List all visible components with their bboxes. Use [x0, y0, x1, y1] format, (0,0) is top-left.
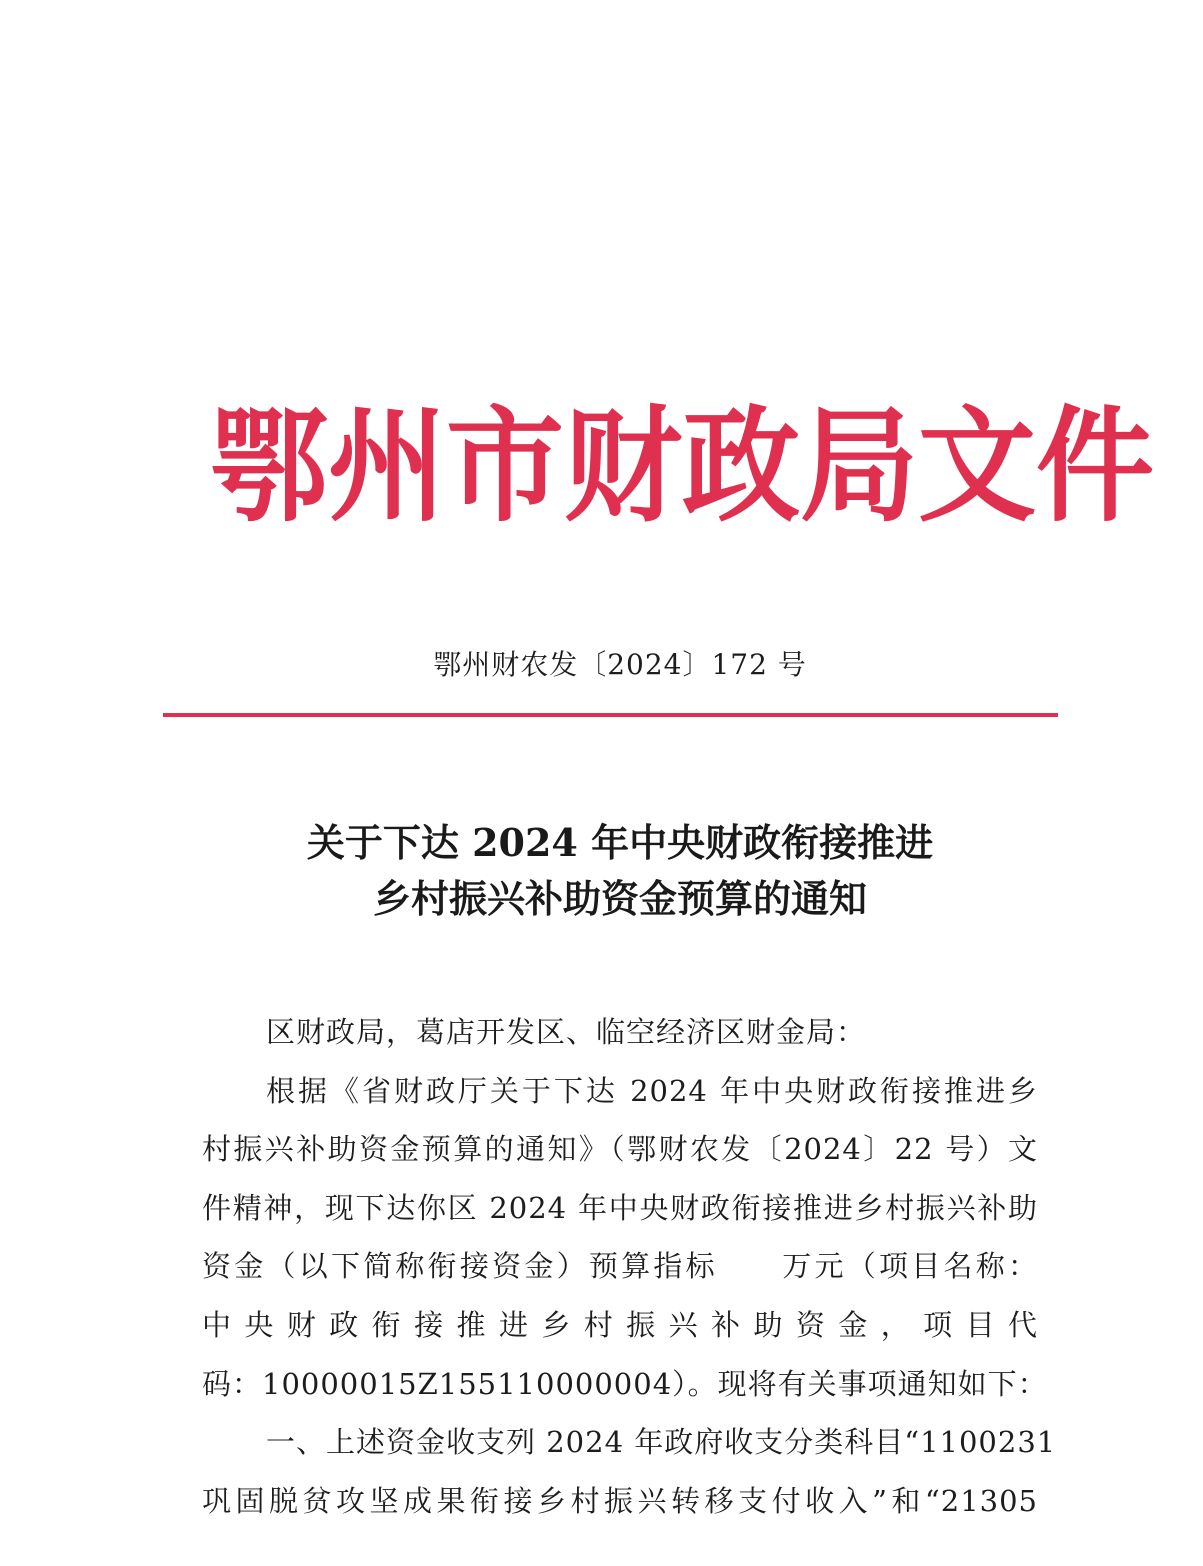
body-line: 村振兴补助资金预算的通知》（鄂财农发〔2024〕22 号）文 [202, 1132, 1038, 1167]
body-line-recipients: 区财政局，葛店开发区、临空经济区财金局： [266, 1015, 867, 1049]
body-line: 件精神，现下达你区 2024 年中央财政衔接推进乡村振兴补助 [202, 1190, 1038, 1225]
header-divider [163, 713, 1058, 717]
document-number: 鄂州财农发〔2024〕172 号 [433, 648, 807, 681]
body-line: 中央财政衔接推进乡村振兴补助资金，项目代 [202, 1307, 1038, 1342]
body-line: 一、上述资金收支列 2024 年政府收支分类科目“1100231 [266, 1425, 1057, 1460]
body-line: 巩固脱贫攻坚成果衔接乡村振兴转移支付收入”和“21305 [202, 1483, 1038, 1518]
notice-title [200, 815, 1040, 927]
body-line: 码：10000015Z155110000004）。现将有关事项通知如下： [202, 1366, 1048, 1401]
body-line: 根据《省财政厅关于下达 2024 年中央财政衔接推进乡 [266, 1073, 1038, 1108]
body-line: 资金（以下简称衔接资金）预算指标 万元（项目名称： [202, 1249, 1038, 1284]
notice-title-line-1: 关于下达 2024 年中央财政衔接推进 [306, 820, 934, 865]
document-header-title: 鄂州市财政局文件 [210, 392, 1155, 539]
notice-body [202, 1003, 1057, 1530]
notice-title-line-2: 乡村振兴补助资金预算的通知 [372, 876, 867, 921]
